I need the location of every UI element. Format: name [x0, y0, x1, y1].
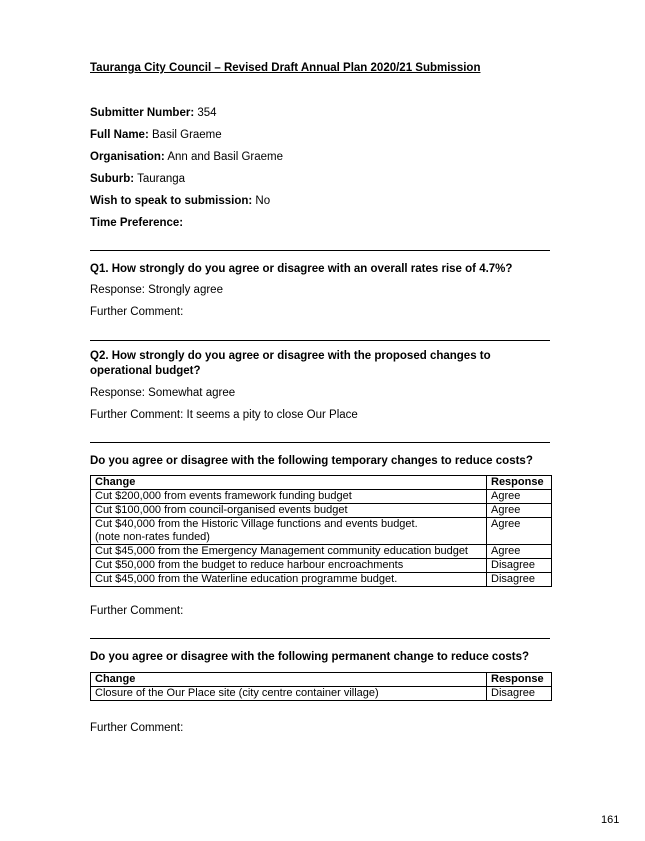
table-row [91, 559, 552, 573]
temp-question: Do you agree or disagree with the following temporary changes to reduce costs? [90, 455, 533, 467]
organisation [90, 151, 283, 163]
response-cell: Disagree [487, 573, 552, 587]
temp-comment: Further Comment: [90, 605, 184, 617]
submitter-number [90, 107, 217, 119]
change-note: (note non-rates funded) [95, 531, 210, 543]
field-value: Tauranga [137, 173, 186, 185]
perm-question: Do you agree or disagree with the following permanent change to reduce costs? [90, 651, 529, 663]
change-cell [91, 518, 487, 545]
column-header-response: Response [487, 673, 552, 687]
field-label: Organisation: [90, 151, 165, 163]
response-cell: Disagree [487, 559, 552, 573]
full-name [90, 129, 222, 141]
q2-comment: Further Comment: It seems a pity to close Our Place [90, 409, 358, 421]
time-preference [90, 217, 183, 229]
column-header-response: Response [487, 476, 552, 490]
q2-response: Response: Somewhat agree [90, 387, 236, 399]
field-label: Full Name: [90, 129, 149, 141]
field-label: Wish to speak to submission: [90, 195, 253, 207]
field-value: 354 [197, 107, 217, 119]
perm-changes-table [90, 672, 552, 701]
document-title: Tauranga City Council – Revised Draft Annual Plan 2020/21 Submission [90, 62, 481, 74]
change-cell: Cut $50,000 from the budget to reduce harbour encroachments [91, 559, 487, 573]
table-row [91, 687, 552, 701]
table-row [91, 490, 552, 504]
response-cell: Agree [487, 504, 552, 518]
q1-response: Response: Strongly agree [90, 284, 223, 296]
change-cell: Cut $45,000 from the Waterline education programme budget. [91, 573, 487, 587]
divider [90, 442, 550, 443]
change-cell: Cut $100,000 from council-organised events budget [91, 504, 487, 518]
response-cell: Agree [487, 545, 552, 559]
field-value: No [255, 195, 271, 207]
field-label: Submitter Number: [90, 107, 195, 119]
table-row [91, 545, 552, 559]
perm-comment: Further Comment: [90, 722, 184, 734]
q2-question: Q2. How strongly do you agree or disagree with the proposed changes to operational budget? [90, 350, 491, 377]
field-value: Basil Graeme [152, 129, 222, 141]
divider [90, 250, 550, 251]
response-cell: Agree [487, 490, 552, 504]
table-row [91, 504, 552, 518]
table-row [91, 573, 552, 587]
divider [90, 340, 550, 341]
wish-to-speak [90, 195, 270, 207]
column-header-change: Change [91, 476, 487, 490]
table-row [91, 518, 552, 545]
change-text: Cut $40,000 from the Historic Village functions and events budget. [95, 518, 418, 530]
q1-comment: Further Comment: [90, 306, 184, 318]
page-number: 161 [601, 814, 620, 826]
suburb [90, 173, 185, 185]
field-value: Ann and Basil Graeme [167, 151, 284, 163]
column-header-change: Change [91, 673, 487, 687]
response-cell: Disagree [487, 687, 552, 701]
q1-question: Q1. How strongly do you agree or disagree with an overall rates rise of 4.7%? [90, 263, 513, 275]
temp-changes-table [90, 475, 552, 587]
change-cell: Closure of the Our Place site (city centre container village) [91, 687, 487, 701]
table-header-row [91, 476, 552, 490]
field-label: Time Preference: [90, 217, 184, 229]
field-label: Suburb: [90, 173, 135, 185]
divider [90, 638, 550, 639]
change-cell: Cut $45,000 from the Emergency Management community education budget [91, 545, 487, 559]
change-cell: Cut $200,000 from events framework funding budget [91, 490, 487, 504]
response-cell: Agree [487, 518, 552, 545]
table-header-row [91, 673, 552, 687]
